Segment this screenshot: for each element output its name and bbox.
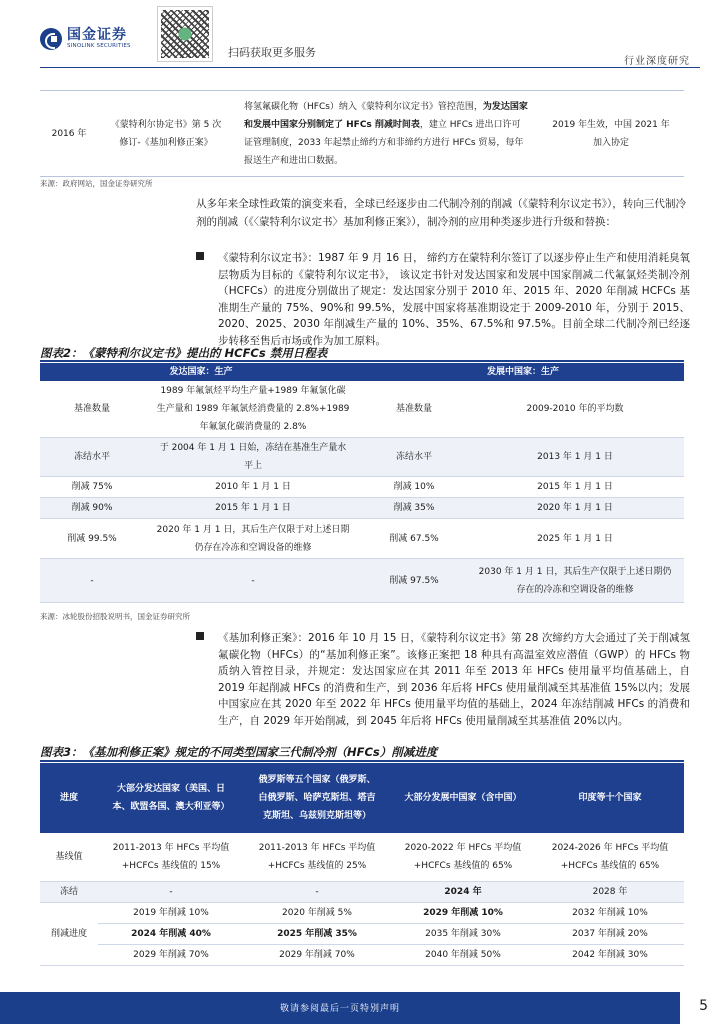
header-divider [40, 67, 700, 68]
column-header-progress: 进度 [40, 763, 98, 833]
table-row [40, 91, 684, 177]
table-row [40, 944, 684, 965]
table-cell: 2025 年削减 35% [244, 923, 390, 944]
source-note: 来源：政府网站，国金证券研究所 [40, 179, 153, 188]
column-header-india-group: 印度等十个国家 [536, 763, 684, 833]
column-header-developed: 大部分发达国家（美国、日本、欧盟各国、澳大利亚等） [98, 763, 244, 833]
table-cell: 2030 年 1 月 1 日，其后生产仅限于上述日期仍存在的冷冻和空调设备的维修 [466, 559, 684, 603]
table-cell: 2024 年 [390, 881, 536, 902]
disclaimer-link[interactable]: 敬请参阅最后一页特别声明 [279, 1004, 400, 1014]
table-cell: 2020 年 1 月 1 日，其后生产仅限于对上述日期仍存在冷冻和空调设备的维修 [144, 519, 362, 559]
bullet-icon [196, 252, 204, 260]
page-footer [0, 992, 724, 1024]
table-row [40, 381, 684, 438]
row-label: - [40, 559, 144, 603]
row-label: 基准数量 [362, 381, 466, 438]
treaty-table [40, 90, 684, 177]
table-cell: 2037 年削减 20% [536, 923, 684, 944]
column-header-russia-group: 俄罗斯等五个国家（俄罗斯、白俄罗斯、哈萨克斯坦、塔吉克斯坦、乌兹别克斯坦等） [244, 763, 390, 833]
row-label: 削减 67.5% [362, 519, 466, 559]
table-cell: 2025 年 1 月 1 日 [466, 519, 684, 559]
logo-name-cn: 国金证券 [67, 27, 127, 43]
figure-3-title: 图表3：《基加利修正案》规定的不同类型国家三代制冷剂（HFCs）削减进度 [40, 745, 438, 759]
row-label: 削减 99.5% [40, 519, 144, 559]
source-note: 来源：冰轮股份招股说明书，国金证券研究所 [40, 612, 190, 621]
row-label: 削减 90% [40, 498, 144, 519]
table-row [40, 477, 684, 498]
table-cell: 2035 年削减 30% [390, 923, 536, 944]
table-cell: 2032 年削减 10% [536, 902, 684, 923]
qr-code-icon[interactable] [157, 6, 213, 62]
body-paragraph: 从多年来全球性政策的演变来看，全球已经逐步由二代制冷剂的削减（《蒙特利尔议定书》），转向三代制冷剂的削减（《〈蒙特利尔议定书〉基加利修正案》），制冷剂的应用种类逐步进行升级和替换： [196, 198, 686, 228]
hfc-reduction-table [40, 763, 684, 966]
logo-icon [40, 28, 62, 50]
row-label: 冻结水平 [40, 438, 144, 477]
figure-3-divider [40, 760, 684, 762]
row-label: 削减 10% [362, 477, 466, 498]
table-cell: 2011-2013 年 HFCs 平均值+HCFCs 基线值的 25% [244, 833, 390, 881]
table-cell: - [144, 559, 362, 603]
table-row [40, 902, 684, 923]
table-cell: 2042 年削减 30% [536, 944, 684, 965]
table-row [40, 519, 684, 559]
table-cell: 2028 年 [536, 881, 684, 902]
table-cell: 2013 年 1 月 1 日 [466, 438, 684, 477]
hcfc-schedule-table [40, 363, 684, 603]
bullet-kigali: 《基加利修正案》：2016 年 10 月 15 日，《蒙特利尔议定书》第 28 次缔约方大会通过了关于削减氢氟碳化物（HFCs）的“基加利修正案”。该修正案把 18 种具有高温室效应潜值（GWP）的 HFCs 物质纳入管控目录，并规定：发达国家应在其 2011 年至 2013 年 HFCs 使用量平均值基础上，自 2019 年起削减 HFCs 的消费和生产，到 2036 年后将 HFCs 使用量削减至其基准值 15%以内；发展中国家应在其 2020 年至 2022 年 HFCs 使用量平均值的基础上，2024 年冻结削减 HFCs 的消费和生产，自 2029 年开始削减，到 2045 年后将 HFCs 使用量削减至其基准值 20%以内。 [196, 630, 690, 729]
page-number: 5 [699, 998, 708, 1014]
table-cell: 2024 年削减 40% [98, 923, 244, 944]
table-row [40, 833, 684, 881]
table-row [40, 438, 684, 477]
report-category: 行业深度研究 [624, 56, 690, 67]
treaty-status: 2019 年生效，中国 2021 年加入协定 [538, 91, 684, 177]
row-label: 基线值 [40, 833, 98, 881]
row-label: 削减 97.5% [362, 559, 466, 603]
table-cell: 2040 年削减 50% [390, 944, 536, 965]
column-header-developed: 发达国家：生产 [40, 363, 362, 381]
table-cell: 2009-2010 年的平均数 [466, 381, 684, 438]
table-cell: 2020-2022 年 HFCs 平均值+HCFCs 基线值的 65% [390, 833, 536, 881]
table-row [40, 881, 684, 902]
page-header [0, 0, 724, 72]
table-cell: 于 2004 年 1 月 1 日始，冻结在基准生产量水平上 [144, 438, 362, 477]
row-label: 削减进度 [40, 902, 98, 965]
table-cell: 2010 年 1 月 1 日 [144, 477, 362, 498]
table-cell: - [98, 881, 244, 902]
treaty-description: 将氢氟碳化物（HFCs）纳入《蒙特利尔议定书》管控范围，为发达国家和发展中国家分别制定了 HFCs 削减时间表，建立 HFCs 进出口许可证管理制度，2033 年起禁止缔约方和非缔约方进行 HFCs 贸易，每年报送生产和进出口数据。 [234, 91, 538, 177]
table-row [40, 559, 684, 603]
table-cell: 2029 年削减 10% [390, 902, 536, 923]
logo-name-en: SINOLINK SECURITIES [67, 43, 131, 49]
figure-2-title: 图表2：《蒙特利尔议定书》提出的 HCFCs 禁用日程表 [40, 346, 328, 360]
table-cell: 2011-2013 年 HFCs 平均值+HCFCs 基线值的 15% [98, 833, 244, 881]
table-row [40, 923, 684, 944]
table-cell: 2019 年削减 10% [98, 902, 244, 923]
qr-caption: 扫码获取更多服务 [228, 46, 316, 59]
table-cell: 2029 年削减 70% [244, 944, 390, 965]
table-cell: 2024-2026 年 HFCs 平均值+HCFCs 基线值的 65% [536, 833, 684, 881]
row-label: 冻结 [40, 881, 98, 902]
table-cell: - [244, 881, 390, 902]
column-header-developing: 发展中国家：生产 [362, 363, 684, 381]
table-cell: 1989 年氟氯烃平均生产量+1989 年氟氯化碳生产量和 1989 年氟氯烃消费量的 2.8%+1989 年氟氯化碳消费量的 2.8% [144, 381, 362, 438]
treaty-year: 2016 年 [40, 91, 98, 177]
table-cell: 2020 年削减 5% [244, 902, 390, 923]
row-label: 削减 35% [362, 498, 466, 519]
bullet-icon [196, 632, 204, 640]
figure-2-divider [40, 360, 684, 362]
company-logo [40, 28, 131, 50]
table-cell: 2029 年削减 70% [98, 944, 244, 965]
table-row [40, 498, 684, 519]
table-cell: 2015 年 1 月 1 日 [144, 498, 362, 519]
treaty-name: 《蒙特利尔协定书》第 5 次修订-《基加利修正案》 [98, 91, 234, 177]
row-label: 基准数量 [40, 381, 144, 438]
row-label: 冻结水平 [362, 438, 466, 477]
table-cell: 2015 年 1 月 1 日 [466, 477, 684, 498]
bullet-montreal: 《蒙特利尔议定书》：1987 年 9 月 16 日， 缔约方在蒙特利尔签订了以逐步停止生产和使用消耗臭氧层物质为目标的《蒙特利尔议定书》， 该议定书针对发达国家和发展中国家削减二代氟氯烃类制冷剂（HCFCs）的进度分别做出了规定：发达国家分别于 2010 年、2015 年、2020 年削减 HCFCs 基准期生产量的 75%、90%和 99.5%，发展中国家将基准期设定于 2009-2010 年，分别于 2015、2020、2025、2030 年削减生产量的 10%、35%、67.5%和 97.5%。目前全球二代制冷剂已经逐步转移至售后市场或作为加工原料。 [196, 250, 690, 349]
row-label: 削减 75% [40, 477, 144, 498]
column-header-developing: 大部分发展中国家（含中国） [390, 763, 536, 833]
table-cell: 2020 年 1 月 1 日 [466, 498, 684, 519]
